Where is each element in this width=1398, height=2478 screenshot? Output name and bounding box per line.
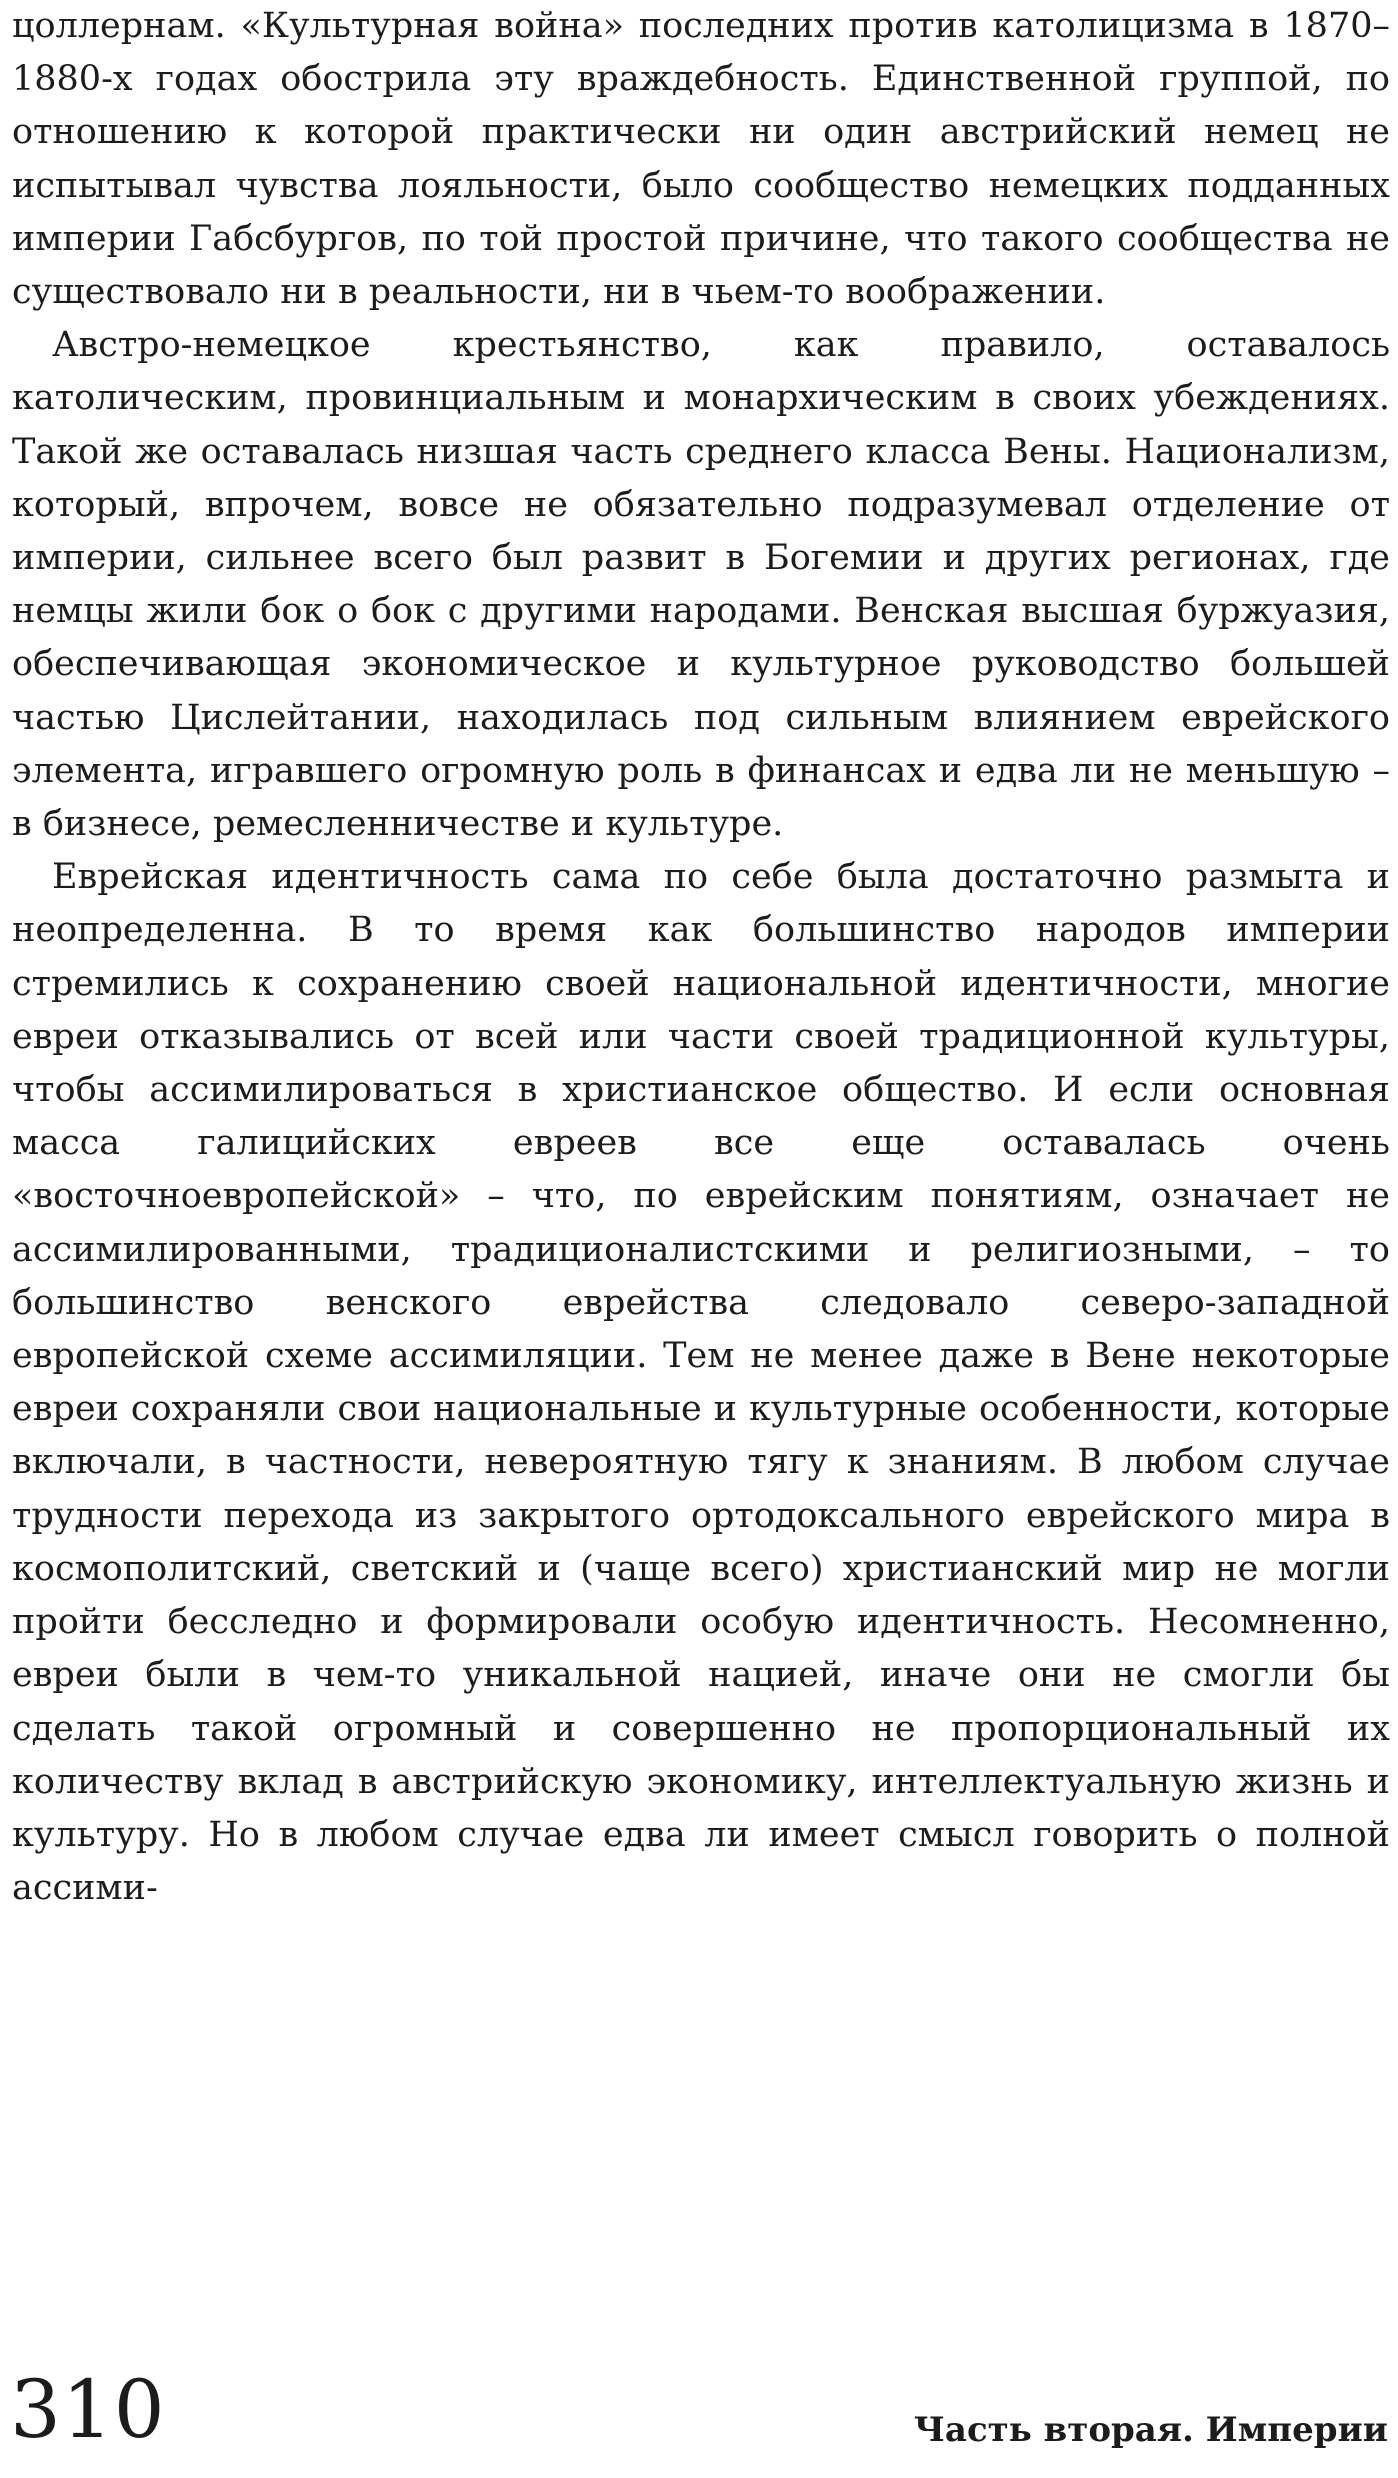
body-text	[12, 0, 1390, 1915]
page-number: 310	[10, 2363, 166, 2456]
paragraph-peasantry: Австро-немецкое крестьянство, как правило, оставалось католическим, провинциальным и монархическим в своих убеждениях. Такой же оставалась низшая часть среднего класса Вены. Национализм, который, впрочем, вовсе не обязательно подразумевал отделение от империи, сильнее всего был развит в Богемии и других регионах, где немцы жили бок о бок с другими народами. Венская высшая буржуазия, обеспечивающая экономическое и культурное руководство большей частью Цислейтании, находилась под сильным влиянием еврейского элемента, игравшего огромную роль в финансах и едва ли не меньшую – в бизнесе, ремесленничестве и культуре.	[12, 325, 1390, 845]
running-head: Часть вторая. Империи	[913, 2410, 1388, 2450]
paragraph-jewish-identity: Еврейская идентичность сама по себе была достаточно размыта и неопределенна. В то время как большинство народов империи стремились к сохранению своей национальной идентичности, многие евреи отказывались от всей или части своей традиционной культуры, чтобы ассимилироваться в христианское общество. И если основная масса галицийских евреев все еще оставалась очень «восточноевропейской» – что, по еврейским понятиям, означает не ассимилированными, традиционалистскими и религиозными, – то большинство венского еврейства следовало северо-западной европейской схеме ассимиляции. Тем не менее даже в Вене некоторые евреи сохраняли свои национальные и культурные особенности, которые включали, в частности, невероятную тягу к знаниям. В любом случае трудности перехода из закрытого ортодоксального еврейского мира в космополитский, светский и (чаще всего) христианский мир не могли пройти бесследно и формировали особую идентичность. Несомненно, евреи были в чем-то уникальной нацией, иначе они не смогли бы сделать такой огромный и совершенно не пропорциональный их количеству вклад в австрийскую экономику, интеллектуальную жизнь и культуру. Но в любом случае едва ли имеет смысл говорить о полной ассими-	[12, 857, 1390, 1909]
paragraph-continuation: цоллернам. «Культурная война» последних против католицизма в 1870–1880-х годах обострила эту враждебность. Единственной группой, по отношению к которой практически ни один австрийский немец не испытывал чувства лояльности, было сообщество немецких подданных империи Габсбургов, по той простой причине, что такого сообщества не существовало ни в реальности, ни в чьем-то воображении.	[12, 6, 1390, 313]
